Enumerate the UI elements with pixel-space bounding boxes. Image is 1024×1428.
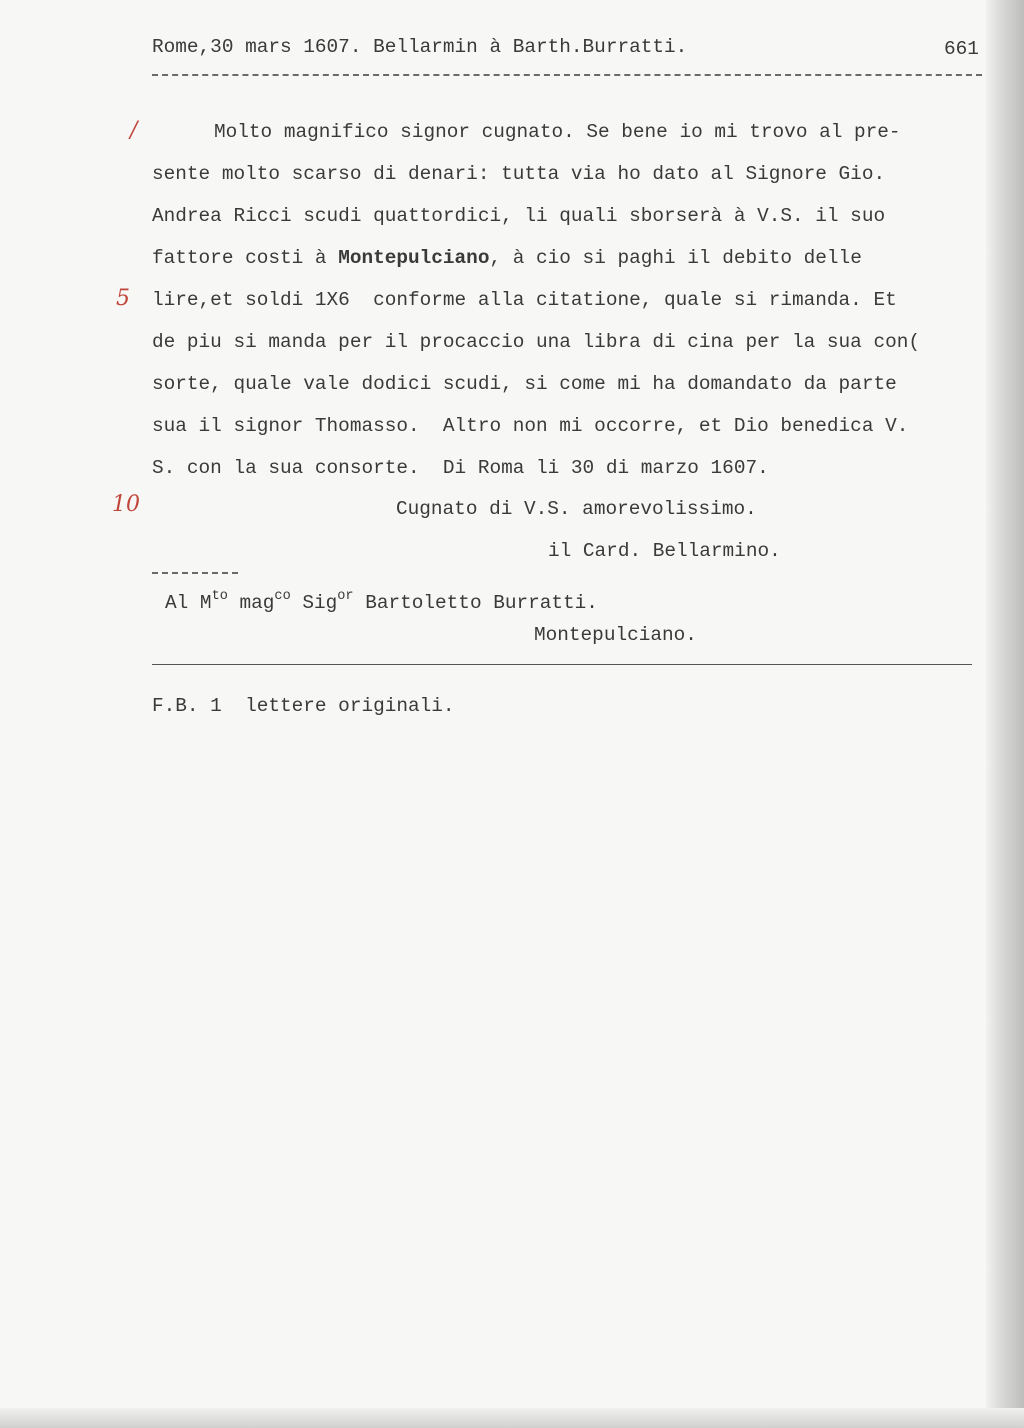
- address-name: Bartoletto Burratti.: [365, 592, 598, 614]
- margin-mark-1: /: [130, 118, 138, 143]
- letter-line-8: sua il signor Thomasso. Altro non mi occorre, et Dio benedica V.: [152, 415, 909, 437]
- letter-signature: il Card. Bellarmino.: [548, 540, 781, 562]
- letter-place-name: Montepulciano: [338, 247, 490, 269]
- address-divider: [152, 572, 238, 574]
- footer-divider: [152, 664, 972, 665]
- address-line: [165, 589, 598, 614]
- letter-line-6: de piu si manda per il procaccio una libra di cina per la sua con(: [152, 331, 920, 353]
- page-bottom-edge: [0, 1408, 1024, 1428]
- address-sig-sup: or: [337, 589, 354, 605]
- address-place: Montepulciano.: [534, 624, 697, 646]
- address-mag: mag: [239, 592, 275, 614]
- address-al: Al: [165, 592, 189, 614]
- letter-line-5: lire,et soldi 1X6 conforme alla citatione, quale si rimanda. Et: [152, 289, 897, 311]
- letter-line-4: [152, 247, 862, 269]
- letter-line-4-start: fattore costi à: [152, 247, 339, 269]
- page-edge-shadow: [986, 0, 1024, 1428]
- letter-line-4-end: , à cio si paghi il debito delle: [489, 247, 862, 269]
- letter-line-1: Molto magnifico signor cugnato. Se bene io mi trovo al pre-: [214, 121, 901, 143]
- address-m: M: [199, 592, 212, 614]
- address-sig: Sig: [302, 592, 338, 614]
- address-m-sup: to: [211, 589, 228, 605]
- header-divider: [152, 74, 982, 76]
- letter-line-3: Andrea Ricci scudi quattordici, li quali sborserà à V.S. il suo: [152, 205, 886, 227]
- header-title: Rome,30 mars 1607. Bellarmin à Barth.Burratti.: [152, 36, 688, 58]
- letter-line-7: sorte, quale vale dodici scudi, si come mi ha domandato da parte: [152, 373, 897, 395]
- margin-mark-10: 10: [112, 492, 140, 517]
- page-number: 661: [944, 38, 979, 60]
- address-mag-sup: co: [274, 589, 291, 605]
- letter-closing: Cugnato di V.S. amorevolissimo.: [396, 498, 757, 520]
- letter-line-2: sente molto scarso di denari: tutta via ho dato al Signore Gio.: [152, 163, 886, 185]
- footer-source: F.B. 1 lettere originali.: [152, 695, 455, 717]
- margin-mark-5: 5: [116, 286, 130, 311]
- letter-line-9: S. con la sua consorte. Di Roma li 30 di marzo 1607.: [152, 457, 769, 479]
